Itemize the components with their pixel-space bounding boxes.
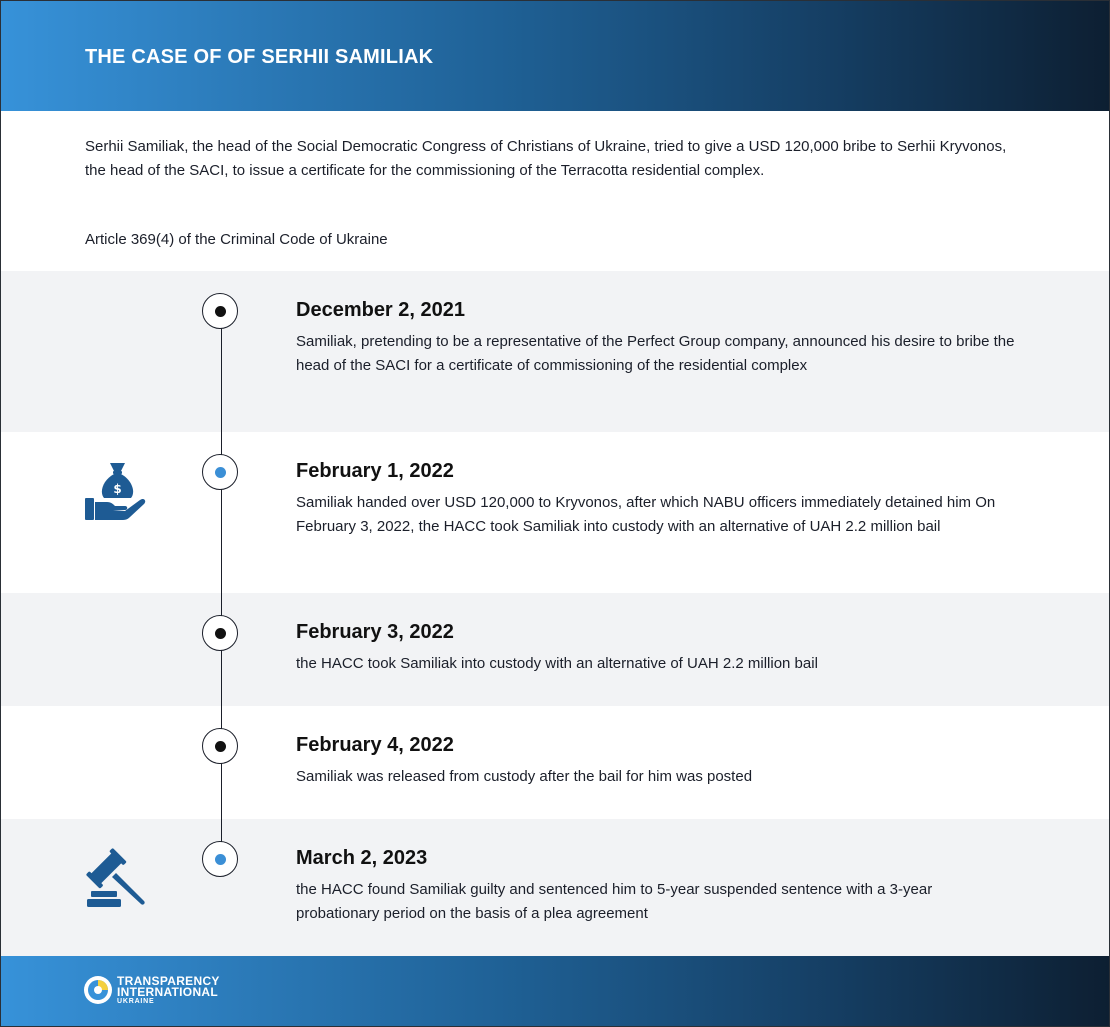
event-date: February 1, 2022 [296, 460, 454, 482]
event-description: Samiliak handed over USD 120,000 to Kryvonos, after which NABU officers immediately detained him On February 3, 2022, the HACC took Samiliak into custody with an alternative of UAH 2.2 million bail [296, 494, 996, 535]
timeline-marker [202, 728, 238, 764]
marker-dot [215, 467, 226, 478]
transparency-international-logo [83, 973, 233, 1009]
marker-dot [215, 628, 226, 639]
footer-banner [1, 956, 1109, 1026]
marker-dot [215, 306, 226, 317]
timeline-marker [202, 615, 238, 651]
page-title: THE CASE OF OF SERHII SAMILIAK [85, 46, 434, 68]
event-description: the HACC took Samiliak into custody with an alternative of UAH 2.2 million bail [296, 655, 818, 672]
timeline-line [221, 311, 222, 859]
header-banner [1, 1, 1109, 111]
event-date: February 3, 2022 [296, 621, 454, 643]
article-reference: Article 369(4) of the Criminal Code of Ukraine [85, 231, 388, 248]
logo-emblem-icon [83, 975, 113, 1005]
event-description: the HACC found Samiliak guilty and sentenced him to 5-year suspended sentence with a 3-year probationary period on the basis of a plea agreement [296, 881, 933, 922]
timeline-marker [202, 454, 238, 490]
timeline-row-4 [1, 706, 1109, 819]
case-summary: Serhii Samiliak, the head of the Social Democratic Congress of Christians of Ukraine, tried to give a USD 120,000 bribe to Serhii Kryvonos, the head of the SACI, to issue a certificate for the commissioning of the Terracotta residential complex. [85, 138, 1007, 179]
event-date: February 4, 2022 [296, 734, 454, 756]
event-description: Samiliak was released from custody after the bail for him was posted [296, 768, 753, 785]
marker-dot [215, 741, 226, 752]
logo-text-line2: INTERNATIONAL [117, 985, 219, 999]
timeline-marker [202, 293, 238, 329]
logo-text-line3: UKRAINE [117, 998, 155, 1005]
money-bag-hand-icon [85, 460, 147, 527]
timeline-row-3 [1, 593, 1109, 706]
marker-dot [215, 854, 226, 865]
svg-text:$: $ [113, 482, 122, 496]
logo-text-line1: TRANSPARENCY [117, 974, 220, 988]
event-description: Samiliak, pretending to be a representative of the Perfect Group company, announced his desire to bribe the head of the SACI for a certificate of commissioning of the residential complex [296, 333, 1015, 374]
event-date: March 2, 2023 [296, 847, 428, 869]
gavel-icon [85, 847, 149, 916]
timeline-marker [202, 841, 238, 877]
event-date: December 2, 2021 [296, 299, 466, 321]
